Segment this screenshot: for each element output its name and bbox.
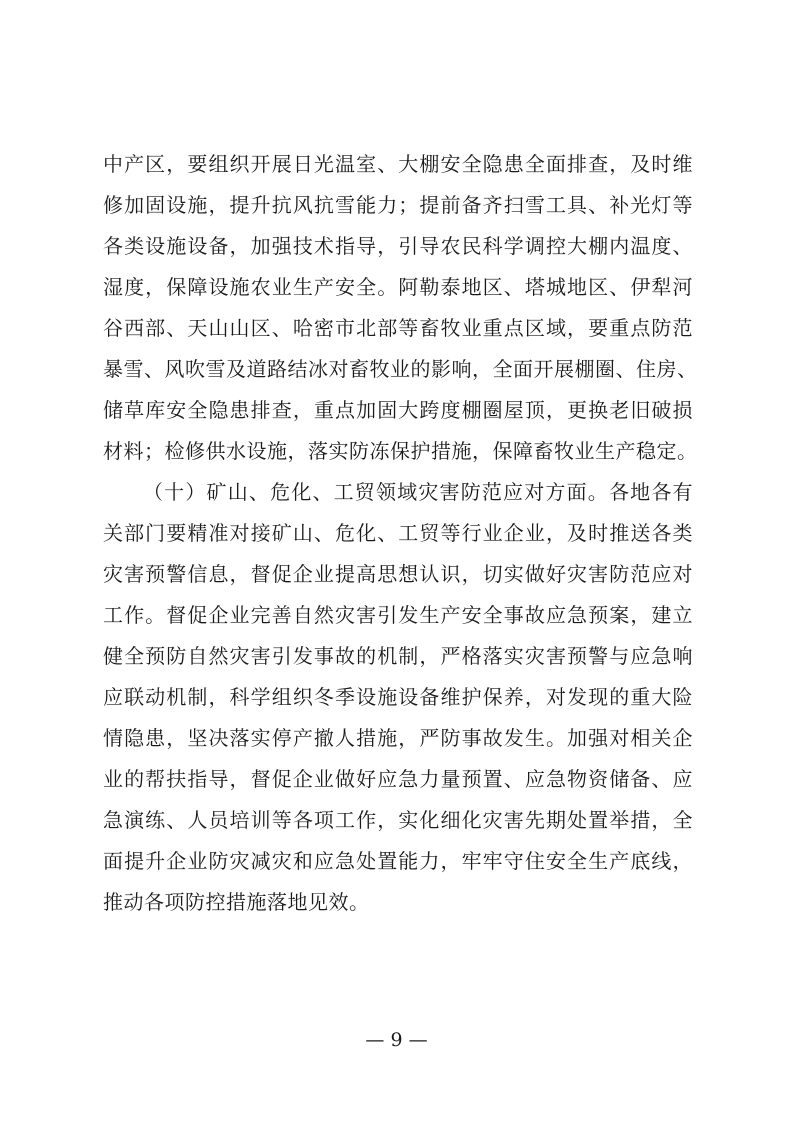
page-number: — 9 — bbox=[365, 1029, 428, 1051]
body-text bbox=[103, 144, 698, 923]
text-line: 健全预防自然灾害引发事故的机制，严格落实灾害预警与应急响 bbox=[103, 644, 693, 668]
text-line: 中产区，要组织开展日光温室、大棚安全隐患全面排查，及时维 bbox=[103, 152, 693, 176]
text-line: 谷西部、天山山区、哈密市北部等畜牧业重点区域，要重点防范 bbox=[103, 316, 693, 340]
text-line: 灾害预警信息，督促企业提高思想认识，切实做好灾害防范应对 bbox=[103, 562, 693, 586]
text-line: 应联动机制，科学组织冬季设施设备维护保养，对发现的重大险 bbox=[103, 685, 693, 709]
text-line: 储草库安全隐患排查，重点加固大跨度棚圈屋顶，更换老旧破损 bbox=[103, 398, 693, 422]
paragraph-2 bbox=[103, 472, 693, 923]
text-line: 材料；检修供水设施，落实防冻保护措施，保障畜牧业生产稳定。 bbox=[103, 439, 698, 463]
section-heading-line: （十）矿山、危化、工贸领域灾害防范应对方面。各地各有 bbox=[143, 480, 693, 504]
text-line: 业的帮扶指导，督促企业做好应急力量预置、应急物资储备、应 bbox=[103, 767, 693, 791]
text-line: 推动各项防控措施落地见效。 bbox=[103, 890, 370, 914]
text-line: 各类设施设备，加强技术指导，引导农民科学调控大棚内温度、 bbox=[103, 234, 693, 258]
text-line: 情隐患，坚决落实停产撤人措施，严防事故发生。加强对相关企 bbox=[103, 726, 693, 750]
text-line: 修加固设施，提升抗风抗雪能力；提前备齐扫雪工具、补光灯等 bbox=[103, 193, 693, 217]
text-line: 暴雪、风吹雪及道路结冰对畜牧业的影响，全面开展棚圈、住房、 bbox=[103, 357, 698, 381]
paragraph-1 bbox=[103, 144, 698, 472]
text-line: 面提升企业防灾减灾和应急处置能力，牢牢守住安全生产底线， bbox=[103, 849, 693, 873]
text-line: 关部门要精准对接矿山、危化、工贸等行业企业，及时推送各类 bbox=[103, 521, 693, 545]
text-line: 急演练、人员培训等各项工作，实化细化灾害先期处置举措，全 bbox=[103, 808, 693, 832]
text-line: 湿度，保障设施农业生产安全。阿勒泰地区、塔城地区、伊犁河 bbox=[103, 275, 693, 299]
text-line: 工作。督促企业完善自然灾害引发生产安全事故应急预案，建立 bbox=[103, 603, 693, 627]
